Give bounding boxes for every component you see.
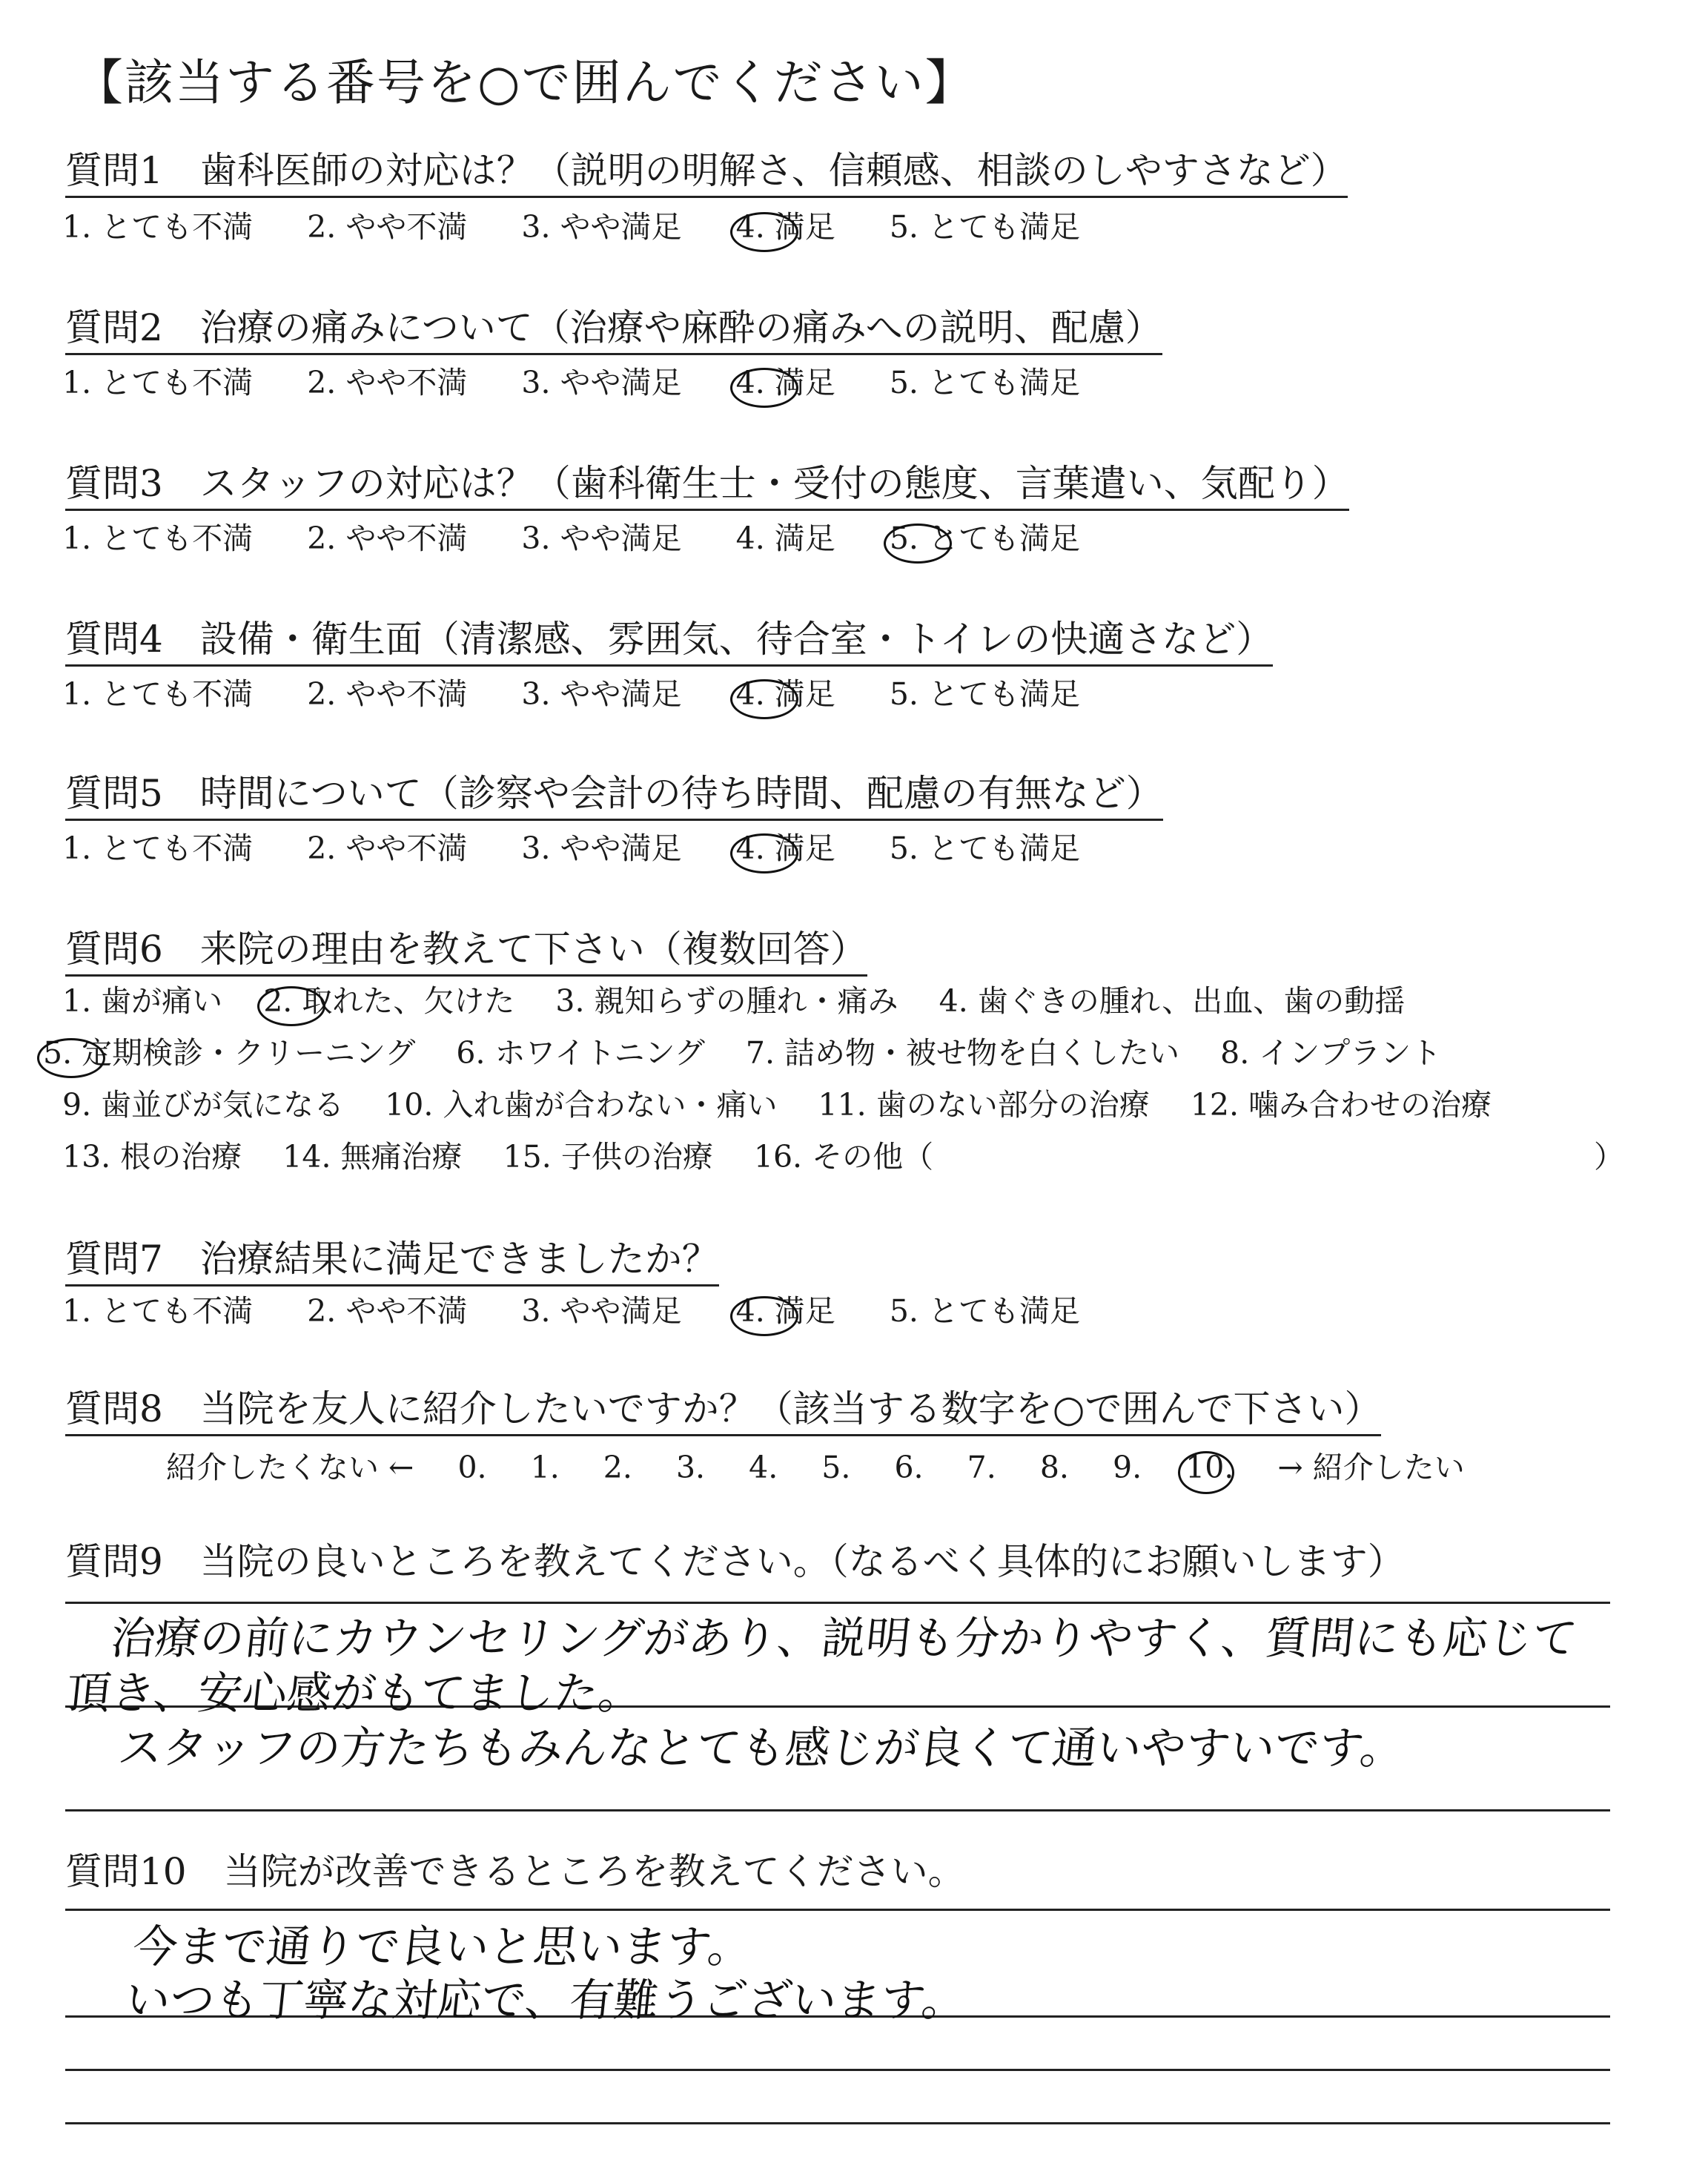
q3-option-5-circled[interactable]: 5. とても満足 xyxy=(889,521,1080,556)
q4-option-1[interactable]: 1. とても不満 xyxy=(62,676,254,712)
q6-option-5-circled[interactable]: 5. 定期検診・クリーニング xyxy=(43,1035,416,1071)
question-4-options xyxy=(62,676,1125,713)
q1-option-5[interactable]: 5. とても満足 xyxy=(889,209,1080,245)
q1-option-4-circled[interactable]: 4. 満足 xyxy=(735,209,835,245)
q6-option-4[interactable]: 4. 歯ぐきの腫れ、出血、歯の動揺 xyxy=(939,983,1406,1019)
page-title: 【該当する番号を○で囲んでください】 xyxy=(74,54,976,111)
q5-option-2[interactable]: 2. やや不満 xyxy=(307,830,468,866)
q10-writing-line-4 xyxy=(65,2122,1610,2124)
q8-scale-1[interactable]: 1. xyxy=(530,1450,560,1485)
question-2-heading: 質問2 治療の痛みについて（治療や麻酔の痛みへの説明、配慮） xyxy=(65,305,1162,355)
question-6-options-row-2 xyxy=(43,1035,1472,1071)
q8-scale-8[interactable]: 8. xyxy=(1039,1450,1069,1485)
q8-scale-5[interactable]: 5. xyxy=(821,1450,851,1485)
question-3-heading: 質問3 スタッフの対応は？（歯科衛生士・受付の態度、言葉遣い、気配り） xyxy=(65,461,1349,511)
q10-answer-line-1: 今まで通りで良いと思います。 xyxy=(130,1921,755,1973)
q8-left-label: 紹介したくない ← xyxy=(166,1450,414,1485)
question-3-options xyxy=(62,521,1125,557)
question-6-options-row-1 xyxy=(62,983,1436,1020)
question-5-heading: 質問5 時間について（診察や会計の待ち時間、配慮の有無など） xyxy=(65,771,1163,821)
q5-option-3[interactable]: 3. やや満足 xyxy=(521,830,682,866)
question-8-heading: 質問8 当院を友人に紹介したいですか？（該当する数字を○で囲んで下さい） xyxy=(65,1387,1381,1436)
q8-scale-4[interactable]: 4. xyxy=(749,1450,778,1485)
q7-option-5[interactable]: 5. とても満足 xyxy=(889,1293,1080,1329)
question-10-heading: 質問10 当院が改善できるところを教えてください。 xyxy=(65,1850,965,1893)
q3-option-1[interactable]: 1. とても不満 xyxy=(62,521,254,556)
question-7-heading: 質問7 治療結果に満足できましたか？ xyxy=(65,1237,719,1287)
q5-option-5[interactable]: 5. とても満足 xyxy=(889,830,1080,866)
q6-option-15[interactable]: 15. 子供の治療 xyxy=(503,1139,713,1175)
q8-scale-9[interactable]: 9. xyxy=(1112,1450,1142,1485)
question-4-heading: 質問4 設備・衛生面（清潔感、雰囲気、待合室・トイレの快適さなど） xyxy=(65,617,1273,667)
question-2-options xyxy=(62,365,1125,401)
q2-option-5[interactable]: 5. とても満足 xyxy=(889,365,1080,400)
q10-writing-line-1 xyxy=(65,1909,1610,1911)
q10-writing-line-3 xyxy=(65,2069,1610,2071)
q8-scale-0[interactable]: 0. xyxy=(457,1450,487,1485)
q6-option-3[interactable]: 3. 親知らずの腫れ・痛み xyxy=(555,983,898,1019)
question-9-heading: 質問9 当院の良いところを教えてください。（なるべく具体的にお願いします） xyxy=(65,1540,1405,1583)
q6-option-1[interactable]: 1. 歯が痛い xyxy=(62,983,223,1019)
q6-option-12[interactable]: 12. 噛み合わせの治療 xyxy=(1190,1087,1492,1123)
q6-option-8[interactable]: 8. インプラント xyxy=(1220,1035,1442,1071)
q3-option-2[interactable]: 2. やや不満 xyxy=(307,521,468,556)
q8-scale-6[interactable]: 6. xyxy=(894,1450,924,1485)
q6-option-6[interactable]: 6. ホワイトニング xyxy=(456,1035,705,1071)
q7-option-4-circled[interactable]: 4. 満足 xyxy=(735,1293,835,1329)
q2-option-3[interactable]: 3. やや満足 xyxy=(521,365,682,400)
q9-answer-line-3: スタッフの方たちもみんなとても感じが良くて通いやすいです。 xyxy=(115,1723,1408,1774)
question-6-options-row-3 xyxy=(62,1087,1523,1123)
q4-option-3[interactable]: 3. やや満足 xyxy=(521,676,682,712)
question-6-options-row-4 xyxy=(62,1139,964,1175)
q8-scale-2[interactable]: 2. xyxy=(603,1450,632,1485)
q9-answer-line-1: 治療の前にカウンセリングがあり、説明も分かりやすく、質問にも応じて xyxy=(107,1613,1580,1665)
q4-option-2[interactable]: 2. やや不満 xyxy=(307,676,468,712)
q6-other-close-paren: ） xyxy=(1594,1139,1624,1175)
question-6-heading: 質問6 来院の理由を教えて下さい（複数回答） xyxy=(65,927,867,977)
q3-option-4[interactable]: 4. 満足 xyxy=(735,521,835,556)
question-1-options xyxy=(62,209,1125,245)
q6-option-11[interactable]: 11. 歯のない部分の治療 xyxy=(818,1087,1150,1123)
q5-option-1[interactable]: 1. とても不満 xyxy=(62,830,254,866)
question-1-heading: 質問1 歯科医師の対応は？（説明の明解さ、信頼感、相談のしやすさなど） xyxy=(65,148,1348,198)
q2-option-2[interactable]: 2. やや不満 xyxy=(307,365,468,400)
question-5-options xyxy=(62,830,1125,867)
q6-option-7[interactable]: 7. 詰め物・被せ物を白くしたい xyxy=(745,1035,1180,1071)
q9-answer-line-2: 頂き、安心感がもてました。 xyxy=(63,1668,646,1720)
q1-option-1[interactable]: 1. とても不満 xyxy=(62,209,254,245)
q7-option-3[interactable]: 3. やや満足 xyxy=(521,1293,682,1329)
q5-option-4-circled[interactable]: 4. 満足 xyxy=(735,830,835,866)
q6-option-9[interactable]: 9. 歯並びが気になる xyxy=(62,1087,345,1123)
q2-option-4-circled[interactable]: 4. 満足 xyxy=(735,365,835,400)
q7-option-2[interactable]: 2. やや不満 xyxy=(307,1293,468,1329)
q3-option-3[interactable]: 3. やや満足 xyxy=(521,521,682,556)
q6-option-13[interactable]: 13. 根の治療 xyxy=(62,1139,242,1175)
q8-scale-3[interactable]: 3. xyxy=(675,1450,706,1485)
q8-right-label: → 紹介したい xyxy=(1277,1450,1465,1485)
q4-option-4-circled[interactable]: 4. 満足 xyxy=(735,676,835,712)
question-7-options xyxy=(62,1293,1125,1330)
q7-option-1[interactable]: 1. とても不満 xyxy=(62,1293,254,1329)
q6-option-16-other[interactable]: 16. その他（ xyxy=(753,1139,934,1175)
q6-option-2-circled[interactable]: 2. 取れた、欠けた xyxy=(263,983,515,1019)
q6-option-10[interactable]: 10. 入れ歯が合わない・痛い xyxy=(385,1087,778,1123)
q8-scale-10-circled[interactable]: 10. xyxy=(1185,1450,1234,1485)
q10-answer-line-2: いつも丁寧な対応で、有難うございます。 xyxy=(122,1975,970,2027)
q2-option-1[interactable]: 1. とても不満 xyxy=(62,365,254,400)
q9-writing-line-3 xyxy=(65,1809,1610,1811)
q8-scale-7[interactable]: 7. xyxy=(967,1450,996,1485)
q6-option-14[interactable]: 14. 無痛治療 xyxy=(282,1139,463,1175)
q4-option-5[interactable]: 5. とても満足 xyxy=(889,676,1080,712)
question-8-scale xyxy=(166,1443,1499,1487)
q1-option-3[interactable]: 3. やや満足 xyxy=(521,209,682,245)
q1-option-2[interactable]: 2. やや不満 xyxy=(307,209,468,245)
